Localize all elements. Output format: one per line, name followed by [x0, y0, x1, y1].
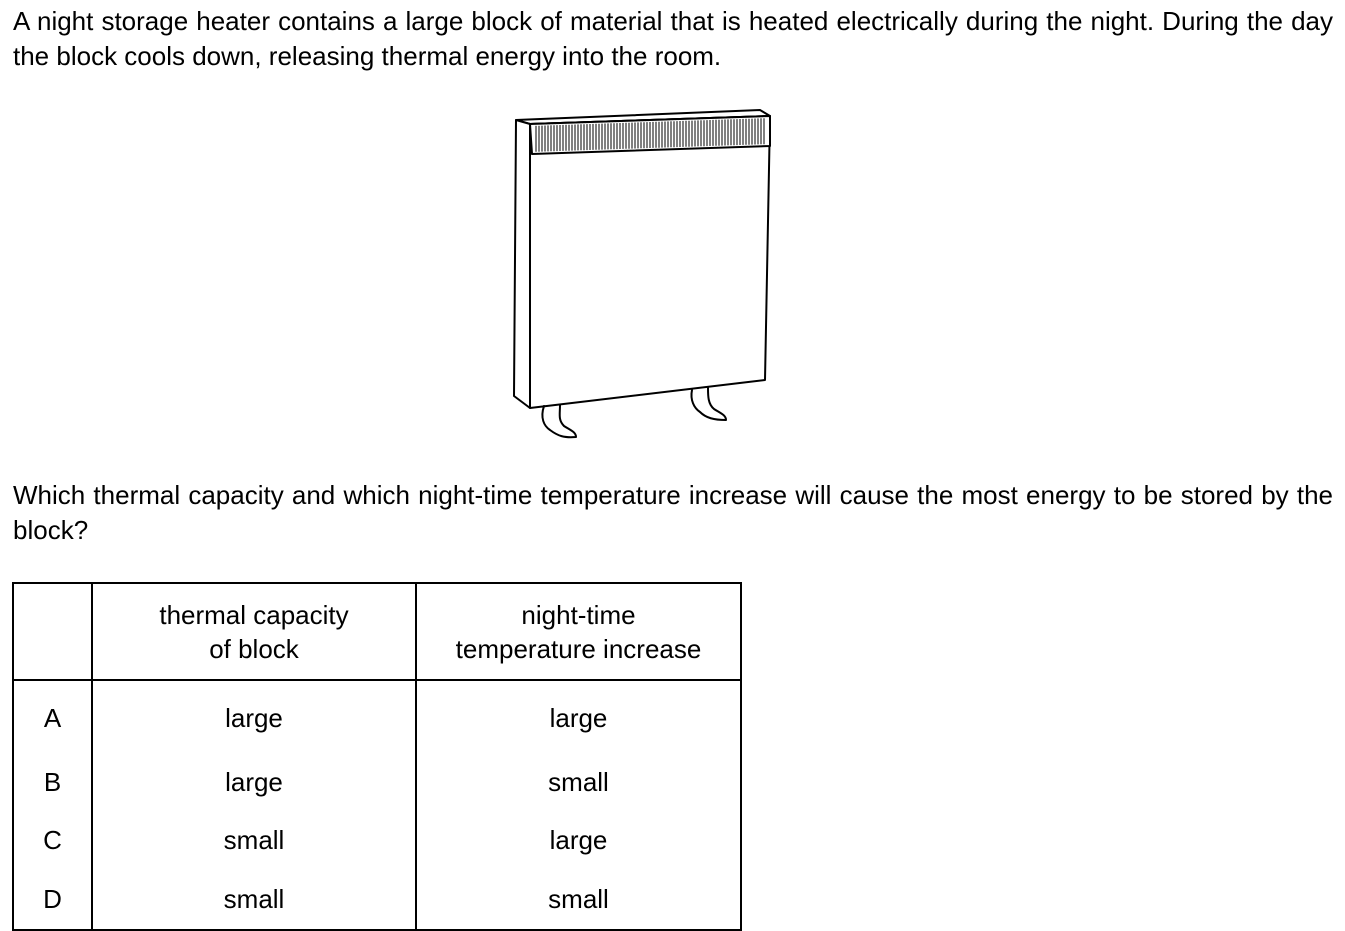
option-letter: D	[13, 869, 92, 930]
option-letter: A	[13, 680, 92, 753]
intro-paragraph: A night storage heater contains a large block of material that is heated electrically during the night. During the day the block cools down, releasing thermal energy into the room.	[13, 6, 1333, 71]
table-row	[13, 680, 741, 753]
option-thermal-capacity: small	[92, 869, 416, 930]
header-blank-cell	[13, 583, 92, 680]
option-thermal-capacity: large	[92, 680, 416, 753]
question-paragraph: Which thermal capacity and which night-time temperature increase will cause the most energy to be stored by the block?	[13, 480, 1333, 545]
answer-options-table	[12, 582, 742, 931]
table-row	[13, 811, 741, 869]
header-thermal-capacity: thermal capacity of block	[92, 583, 416, 680]
table-row	[13, 869, 741, 930]
option-temperature-increase: small	[416, 869, 741, 930]
option-temperature-increase: large	[416, 680, 741, 753]
option-thermal-capacity: small	[92, 811, 416, 869]
table-row	[13, 753, 741, 811]
option-thermal-capacity: large	[92, 753, 416, 811]
option-letter: C	[13, 811, 92, 869]
header-temperature-increase: night-time temperature increase	[416, 583, 741, 680]
option-temperature-increase: large	[416, 811, 741, 869]
option-temperature-increase: small	[416, 753, 741, 811]
storage-heater-illustration	[500, 100, 790, 450]
option-letter: B	[13, 753, 92, 811]
table-header-row	[13, 583, 741, 680]
